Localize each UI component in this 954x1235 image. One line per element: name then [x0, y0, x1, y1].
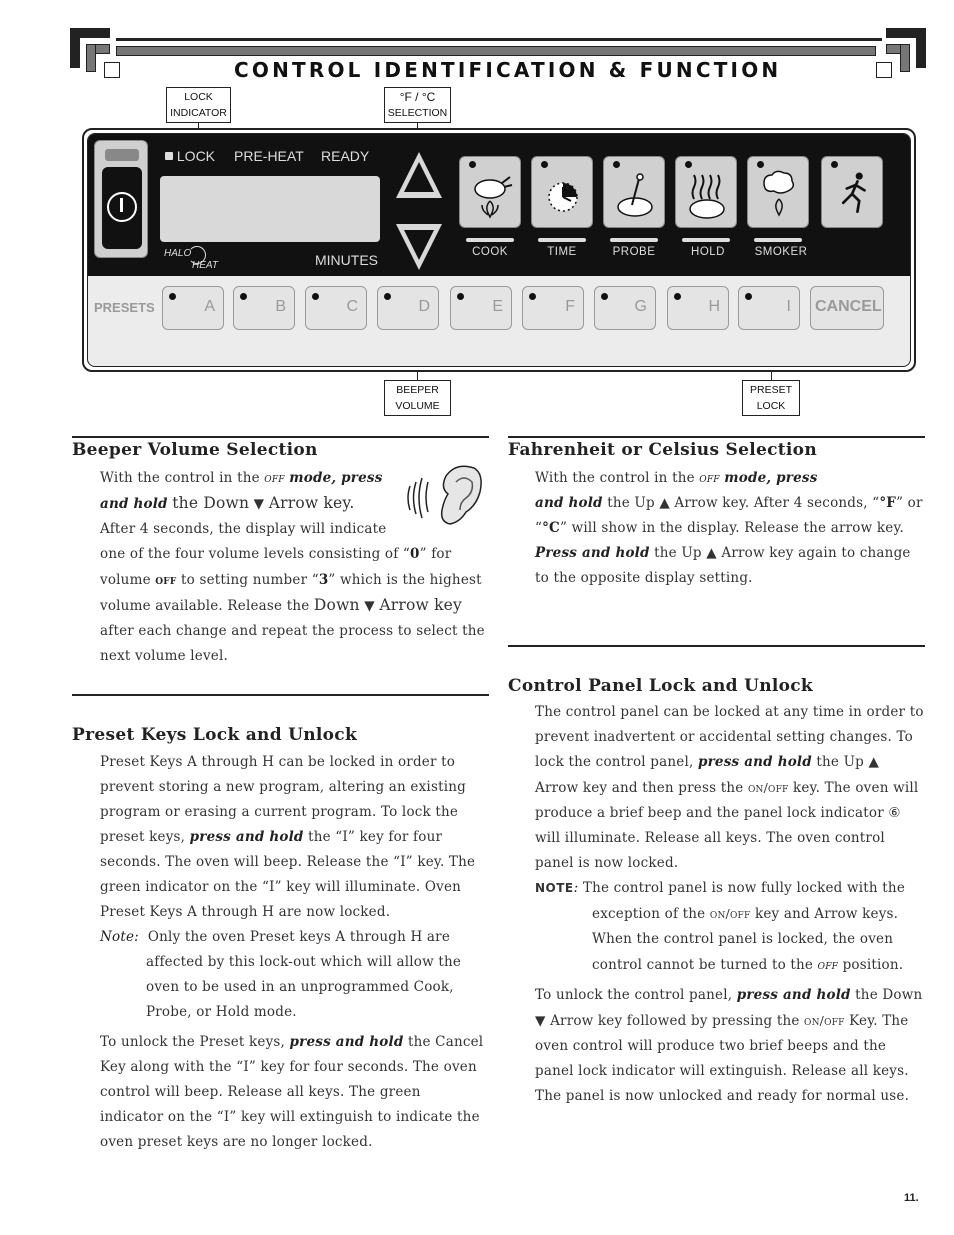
- timer-icon: [540, 169, 586, 223]
- time-label: TIME: [547, 246, 577, 258]
- preset-key-f[interactable]: F: [522, 286, 584, 330]
- probe-key[interactable]: [603, 156, 665, 228]
- control-panel-note: NOTE: The control panel is now fully locked with the exception of the on/off key and Arrow keys. When the control panel is locked, the oven control cannot be turned to the off position.: [535, 880, 906, 973]
- hold-chicken-icon: [684, 169, 730, 223]
- lock-indicator: LOCK: [165, 148, 215, 164]
- smoker-key[interactable]: [747, 156, 809, 228]
- control-panel-lock-text: The control panel can be locked at any time in order to prevent inadvertent or accidental setting changes. To lock the control panel, press and hold the Up ▲ Arrow key and then press the on/off key. The oven will produce a brief beep and the panel lock indicator ⑥ will illuminate. Release all keys. The oven control panel is now locked. NOTE: The control panel is now fully locked with the exception of the on/off key and Arrow keys. When the control panel is locked, the oven control cannot be turned to the off position. To unlock the control panel, press and hold the Down ▼ Arrow key followed by pressing the on/off Key. The oven control will produce two brief beeps and the panel lock indicator will extinguish. Release all keys. The panel is now unlocked and ready for normal use.: [535, 704, 924, 1104]
- control-panel: [87, 133, 911, 367]
- preset-key-c[interactable]: C: [305, 286, 367, 330]
- beeper-volume-heading: Beeper Volume Selection: [72, 440, 318, 460]
- minutes-indicator: MINUTES: [315, 252, 378, 268]
- down-arrow-icon: ▼: [253, 496, 265, 512]
- lock-icon: [165, 152, 173, 160]
- preset-key-g[interactable]: G: [594, 286, 656, 330]
- callout-f-c-selection: °F / °C SELECTION: [384, 87, 451, 123]
- cancel-key[interactable]: CANCEL: [810, 286, 884, 330]
- running-man-icon: [830, 169, 876, 217]
- preheat-indicator: PRE-HEAT: [234, 148, 304, 164]
- up-arrow-icon: ▲: [706, 545, 717, 561]
- control-panel-lock-heading: Control Panel Lock and Unlock: [508, 676, 813, 696]
- up-arrow-icon: ▲: [659, 495, 670, 511]
- hold-key[interactable]: [675, 156, 737, 228]
- up-arrow-icon: ▲: [868, 754, 880, 770]
- beeper-volume-text: With the control in the off mode, press and hold the Down ▼ Arrow key. After 4 seconds, the display will indicate one of the four volume levels consisting of “0” for volume off to setting number “3” which is the highest volume available. Release the Down ▼ Arrow key after each change and repeat the process to select the next volume level.: [100, 470, 485, 664]
- preset-key-h[interactable]: H: [667, 286, 729, 330]
- power-button[interactable]: [102, 167, 142, 249]
- presets-label: PRESETS: [94, 300, 155, 315]
- down-arrow-icon: ▼: [364, 598, 375, 614]
- control-panel-display-area: LOCK PRE-HEAT READY HALO HEAT MINUTES START COOK TIME PROBE HOLD SMOKER: [88, 134, 911, 276]
- start-key[interactable]: START: [821, 156, 883, 228]
- preset-key-a[interactable]: A: [162, 286, 224, 330]
- callout-beeper-volume: BEEPER VOLUME: [384, 380, 451, 416]
- preset-key-b[interactable]: B: [233, 286, 295, 330]
- cook-key[interactable]: [459, 156, 521, 228]
- smoker-label: SMOKER: [754, 246, 808, 258]
- cook-label: COOK: [472, 246, 508, 258]
- preset-key-d[interactable]: D: [377, 286, 439, 330]
- fahrenheit-celsius-heading: Fahrenheit or Celsius Selection: [508, 440, 817, 460]
- up-arrow-icon[interactable]: [392, 148, 446, 204]
- down-arrow-icon: ▼: [535, 1013, 546, 1029]
- chicken-cook-icon: [468, 169, 514, 223]
- callout-lock-indicator: LOCK INDICATOR: [166, 87, 231, 123]
- page-number: 11.: [904, 1192, 919, 1204]
- page-title: CONTROL IDENTIFICATION & FUNCTION: [234, 58, 782, 82]
- time-key[interactable]: [531, 156, 593, 228]
- preset-keys-note: Note: Only the oven Preset keys A through H are affected by this lock-out which will allow the oven to be used in an unprogrammed Cook, Probe, or Hold mode.: [100, 929, 462, 1020]
- lcd-display: [160, 176, 380, 242]
- power-icon: [107, 192, 137, 222]
- power-switch-housing: [94, 140, 148, 258]
- callout-preset-lock: PRESET LOCK: [742, 380, 800, 416]
- lock-indicator-number: ⑥: [888, 805, 901, 821]
- ready-indicator: READY: [321, 148, 370, 164]
- probe-chicken-icon: [612, 169, 658, 223]
- hold-label: HOLD: [691, 246, 725, 258]
- smoker-chicken-icon: [756, 169, 802, 223]
- probe-label: PROBE: [612, 246, 656, 258]
- preset-key-i[interactable]: I: [738, 286, 800, 330]
- down-arrow-icon[interactable]: [392, 218, 446, 274]
- preset-keys-text: Preset Keys A through H can be locked in order to prevent storing a new program, altering an existing program or erasing a current program. To lock the preset keys, press and hold the “I” key for four seconds. The oven will beep. Release the “I” key. The green indicator on the “I” key will illuminate. Oven Preset Keys A through H are now locked. Note: Only the oven Preset keys A through H are affected by this lock-out which will allow the oven to be used in an unprogrammed Cook, Probe, or Hold mode. To unlock the Preset keys, press and hold the Cancel Key along with the “I” key for four seconds. The oven control will beep. Release all keys. The green indicator on the “I” key will extinguish to indicate the oven preset keys are no longer locked.: [100, 750, 488, 1155]
- preset-keys-heading: Preset Keys Lock and Unlock: [72, 725, 358, 745]
- preset-key-e[interactable]: E: [450, 286, 512, 330]
- fahrenheit-celsius-text: With the control in the off mode, press and hold the Up ▲ Arrow key. After 4 seconds, “°F” or “°C” will show in the display. Release the arrow key. Press and hold the Up ▲ Arrow key again to change to the opposite display setting.: [535, 470, 923, 586]
